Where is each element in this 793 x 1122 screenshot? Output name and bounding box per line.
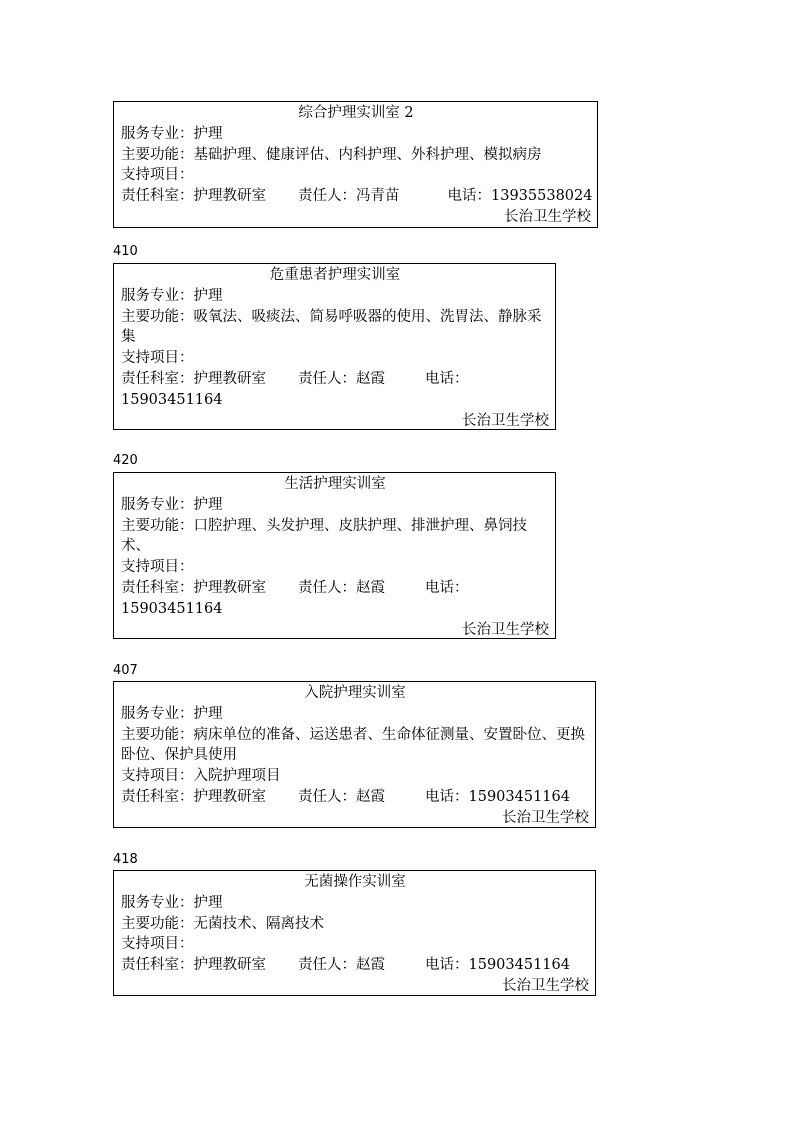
room-number: 410 (113, 244, 138, 259)
lab-school: 长治卫生学校 (462, 621, 549, 638)
lab-contact-row (121, 186, 591, 207)
lab-title: 危重患者护理实训室 (269, 267, 401, 283)
lab-dept: 责任科室：护理教研室 (121, 370, 266, 387)
lab-functions: 主要功能：病床单位的准备、运送患者、生命体征测量、安置卧位、更换卧位、保护具使用 (121, 726, 585, 764)
lab-dept: 责任科室：护理教研室 (121, 579, 266, 596)
lab-dept: 责任科室：护理教研室 (121, 957, 266, 974)
lab-dept: 责任科室：护理教研室 (121, 788, 266, 805)
lab-projects: 支持项目： (121, 167, 194, 184)
lab-functions: 主要功能：无菌技术、隔离技术 (121, 915, 324, 932)
room-number: 420 (113, 453, 138, 468)
lab-title: 无菌操作实训室 (304, 874, 406, 890)
lab-phone: 电话：15903451164 (425, 788, 570, 805)
lab-functions: 主要功能：口腔护理、头发护理、皮肤护理、排泄护理、鼻饲技术、 (121, 517, 527, 555)
room-number: 407 (113, 663, 138, 678)
lab-school: 长治卫生学校 (462, 412, 549, 429)
lab-phone: 电话：13935538024 (447, 188, 593, 205)
lab-title: 综合护理实训室 2 (298, 105, 414, 121)
lab-school: 长治卫生学校 (502, 809, 589, 826)
lab-person: 责任人：赵霞 (298, 788, 385, 805)
lab-major: 服务专业：护理 (121, 287, 223, 304)
lab-title: 入院护理实训室 (304, 685, 406, 701)
lab-card-1 (113, 101, 598, 228)
lab-person: 责任人：赵霞 (298, 370, 385, 387)
room-number: 418 (113, 852, 138, 867)
lab-card-5 (113, 870, 596, 996)
lab-contact-row (121, 955, 589, 976)
lab-functions: 主要功能：基础护理、健康评估、内科护理、外科护理、模拟病房 (121, 146, 542, 163)
lab-person: 责任人：赵霞 (298, 579, 385, 596)
lab-person: 责任人：赵霞 (298, 957, 385, 974)
lab-person: 责任人：冯青苗 (298, 188, 400, 205)
lab-contact-row (121, 578, 549, 620)
lab-major: 服务专业：护理 (121, 496, 223, 513)
lab-card-4 (113, 681, 596, 828)
lab-card-2 (113, 263, 556, 430)
lab-projects: 支持项目：入院护理项目 (121, 768, 281, 785)
lab-projects: 支持项目： (121, 936, 194, 953)
lab-contact-row (121, 787, 589, 808)
lab-contact-row (121, 369, 549, 411)
lab-phone: 电话：15903451164 (425, 957, 570, 974)
lab-dept: 责任科室：护理教研室 (121, 188, 266, 205)
lab-title: 生活护理实训室 (284, 476, 386, 492)
lab-major: 服务专业：护理 (121, 705, 223, 722)
lab-projects: 支持项目： (121, 559, 194, 576)
lab-school: 长治卫生学校 (502, 977, 589, 994)
lab-major: 服务专业：护理 (121, 125, 223, 142)
lab-school: 长治卫生学校 (504, 208, 591, 225)
lab-phone: 电话：15903451164 (121, 579, 469, 617)
lab-functions: 主要功能：吸氧法、吸痰法、简易呼吸器的使用、洗胃法、静脉采集 (121, 308, 542, 346)
lab-major: 服务专业：护理 (121, 894, 223, 911)
lab-projects: 支持项目： (121, 350, 194, 367)
lab-card-3 (113, 472, 556, 639)
lab-phone: 电话：15903451164 (121, 370, 469, 408)
